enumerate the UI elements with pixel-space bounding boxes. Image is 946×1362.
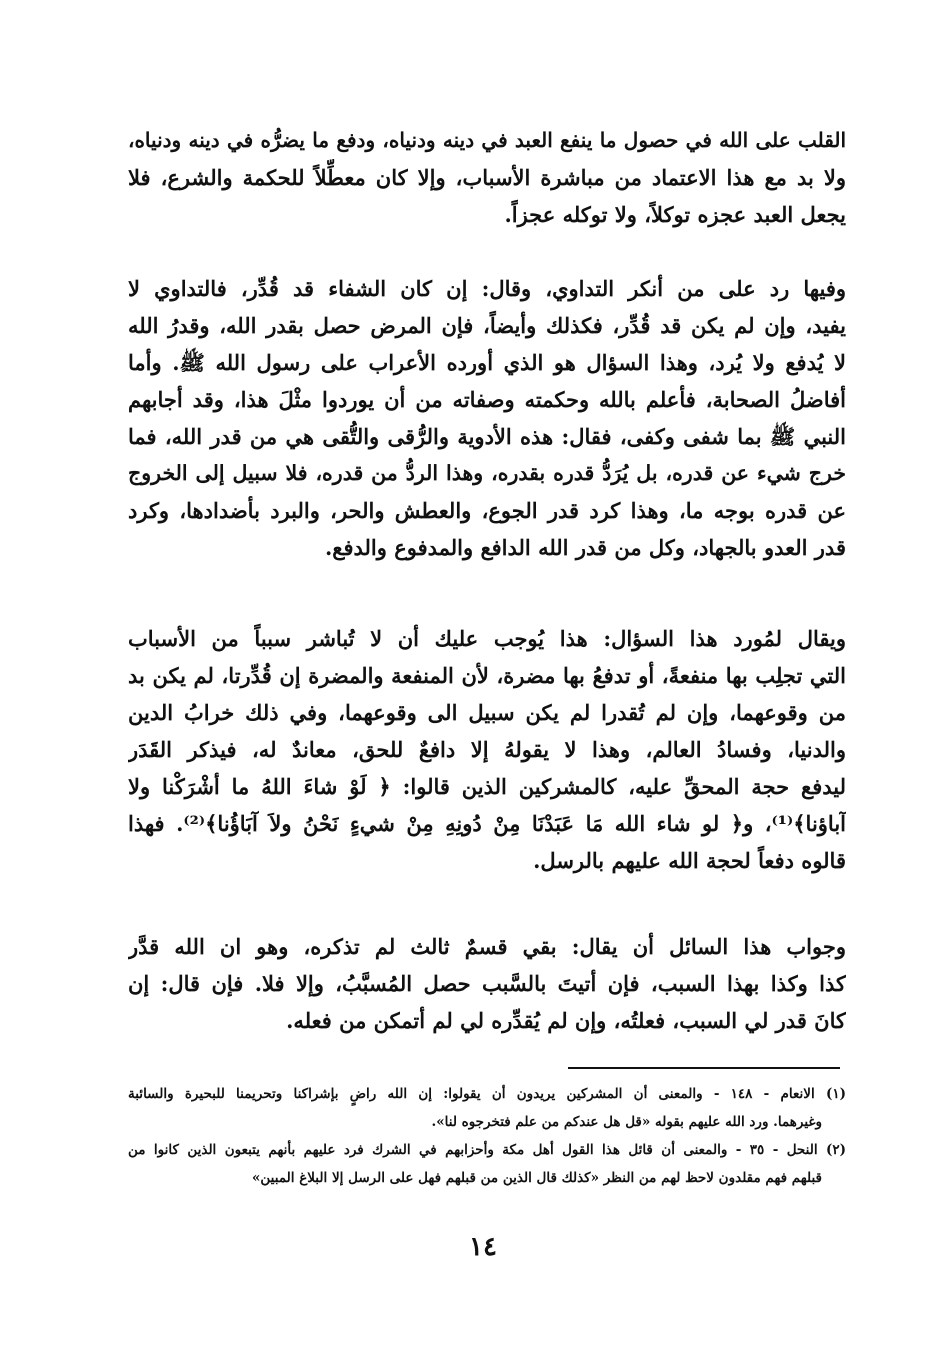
text-line: وجواب هذا السائل أن يقال: بقي قسمٌ ثالث لم تذكره، وهو ان الله قدَّر <box>128 934 846 959</box>
paragraph-2 <box>128 270 846 566</box>
paragraph-1 <box>128 122 846 233</box>
text-line: أفاضلُ الصحابة، فأعلم بالله وحكمته وصفاته من أن يوردوا مثْلَ هذا، وقد أجابهم <box>128 387 846 412</box>
footnote-line: وغيرهما. ورد الله عليهم بقوله «قل هل عندكم من علم فتخرجوه لنا». <box>431 1114 822 1130</box>
text-line: ويقال لمُورد هذا السؤال: هذا يُوجب عليك أن لا تُباشر سبباً من الأسباب <box>128 626 846 651</box>
text-line: يجعل العبد عجزه توكلاً، ولا توكله عجزاً. <box>504 202 846 227</box>
footnote-separator <box>568 1067 840 1069</box>
footnote-1 <box>128 1080 846 1136</box>
text-line: وفيها رد على من أنكر التداوي، وقال: إن كان الشفاء قد قُدِّر، فالتداوي لا <box>128 276 846 301</box>
text-line: يفيد، وإن لم يكن قد قُدِّر، فكذلك وأيضاً، فإن المرض حصل بقدر الله، وقدرُ الله <box>128 313 846 338</box>
footnotes <box>128 1080 846 1192</box>
text-line: قالوه دفعاً لحجة الله عليهم بالرسل. <box>533 848 846 873</box>
text-line: قدر العدو بالجهاد، وكل من قدر الله الدافع والمدفوع والدفع. <box>324 535 846 560</box>
text-line: ليدفع حجة المحقِّ عليه، كالمشركين الذين قالوا: ﴿ لَوْ شاءَ اللهُ ما أشْرَكْنا ولا <box>128 774 846 799</box>
text-line: آباؤنا﴾⁽¹⁾، و﴿ لو شاء الله مَا عَبَدْنَا مِنْ دُونِهِ مِنْ شيءٍ نَحْنُ ولاَ آبَاؤُنا﴾⁽²⁾. فهذا <box>128 811 846 836</box>
text-line: خرج شيء عن قدره، بل يُرَدُّ قدره بقدره، وهذا الردُّ من قدره، فلا سبيل إلى الخروج <box>128 461 846 485</box>
footnote-line: (١) الانعام - ١٤٨ - والمعنى أن المشركين يريدون أن يقولوا: إن الله راضٍ بإشراكنا وتحريمنا للبحيرة والسائبة <box>128 1086 846 1102</box>
text-line: القلب على الله في حصول ما ينفع العبد في دينه ودنياه، ودفع ما يضرُّه في دينه ودنياه، <box>128 128 846 152</box>
footnote-line: قبلهم فهم مقلدون لاحظ لهم من النظر «كذلك قال الذين من قبلهم فهل على الرسل إلا البلاغ المبين» <box>251 1170 822 1186</box>
footnote-line: (٢) النحل - ٣٥ - والمعنى أن قائل هذا القول أهل مكة وأحزابهم في الشرك فرد عليهم بأنهم يتبعون الذين كانوا من <box>128 1142 846 1158</box>
text-line: والدنيا، وفسادُ العالم، وهذا لا يقولهُ إلا دافعٌ للحق، معاندٌ له، فيذكر القَدَر <box>128 737 846 762</box>
text-line: التي تجلِب بها منفعةً، أو تدفعُ بها مضرة، لأن المنفعة والمضرة إن قُدِّرتا، لم يكن بد <box>128 663 846 688</box>
footnote-2 <box>128 1136 846 1192</box>
paragraph-4 <box>128 928 846 1039</box>
text-line: كانَ قدر لي السبب، فعلتُه، وإن لم يُقدِّره لي لم أتمكن من فعله. <box>286 1008 846 1033</box>
page-number: ١٤ <box>469 1232 497 1262</box>
text-line: لا يُدفع ولا يُرد، وهذا السؤال هو الذي أورده الأعراب على رسول الله ﷺ. وأما <box>128 350 846 375</box>
text-line: ولا بد مع هذا الاعتماد من مباشرة الأسباب، وإلا كان معطِّلاً للحكمة والشرع، فلا <box>128 165 846 190</box>
text-line: النبي ﷺ بما شفى وكفى، فقال: هذه الأدوية والرُّقى والتُّقى هي من قدر الله، فما <box>128 424 846 449</box>
text-line: من وقوعهما، وإن لم تُقدرا لم يكن سبيل الى وقوعهما، وفي ذلك خرابُ الدين <box>128 700 846 725</box>
text-line: كذا وكذا بهذا السبب، فإن أتيتَ بالسَّبب حصل المُسبَّبُ، وإلا فلا. فإن قال: إن <box>128 971 846 996</box>
paragraph-3 <box>128 620 846 879</box>
text-line: عن قدره بوجه ما، وهذا كرد قدر الجوع، والعطش والحر، والبرد بأضدادها، وكرد <box>128 498 846 523</box>
